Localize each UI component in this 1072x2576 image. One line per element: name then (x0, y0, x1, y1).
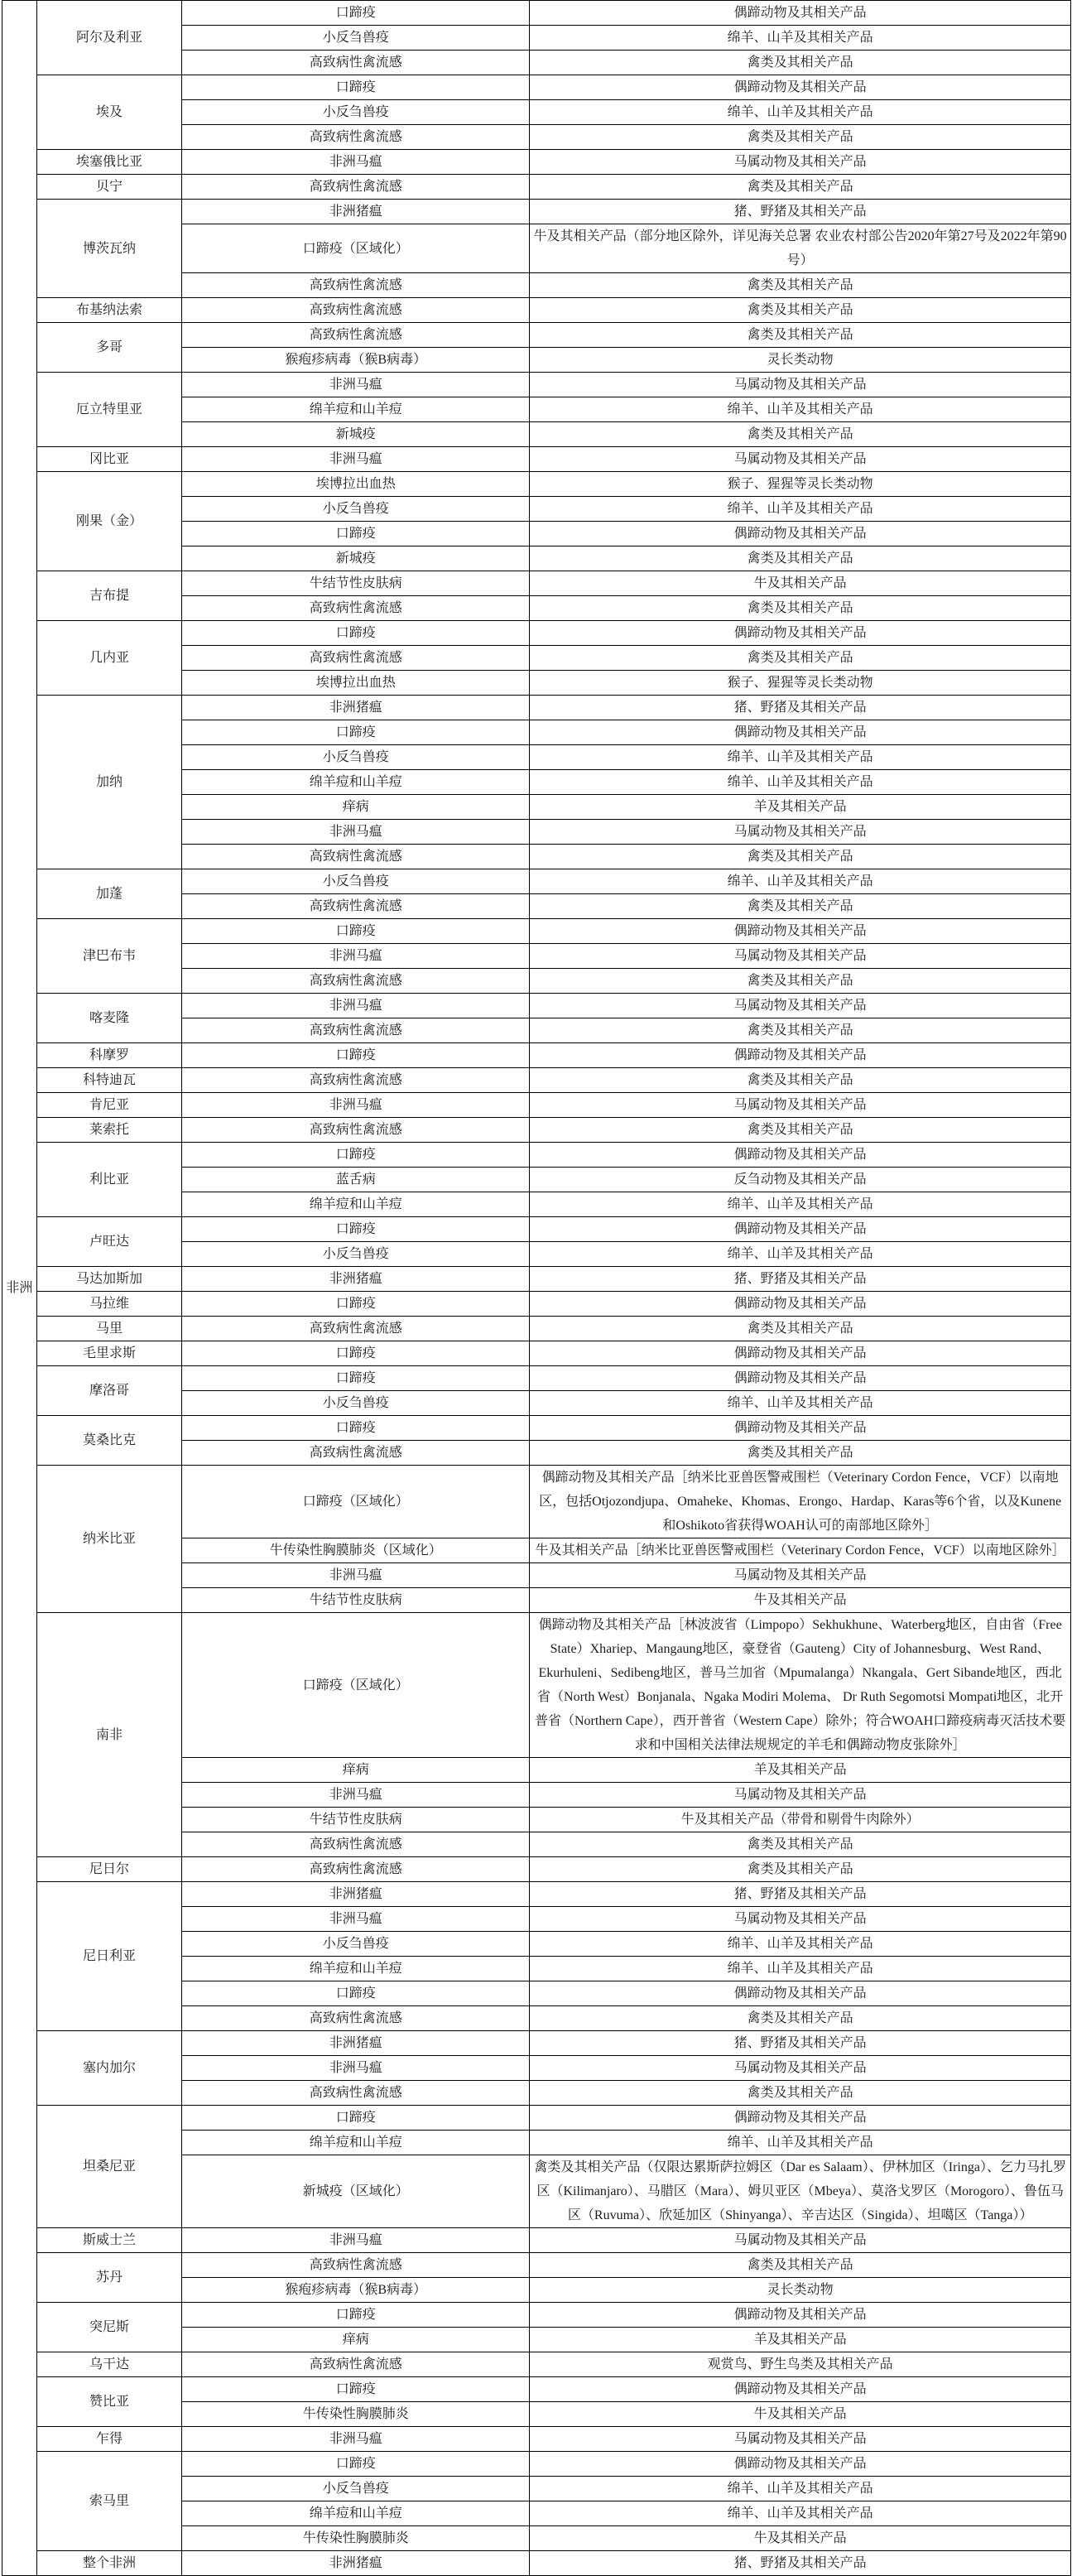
product-cell: 禽类及其相关产品 (530, 969, 1071, 994)
table-row (2, 2228, 1071, 2253)
disease-cell: 高致病性禽流感 (182, 1317, 530, 1341)
disease-cell: 非洲猪瘟 (182, 1882, 530, 1907)
product-cell: 禽类及其相关产品 (530, 1441, 1071, 1466)
product-cell: 禽类及其相关产品 (530, 894, 1071, 919)
disease-cell: 牛结节性皮肤病 (182, 1588, 530, 1613)
table-row (2, 2031, 1071, 2056)
country-cell: 几内亚 (36, 621, 181, 696)
product-cell: 禽类及其相关产品 (530, 1832, 1071, 1857)
table-row (2, 150, 1071, 175)
table-row (2, 1267, 1071, 1292)
table-row (2, 298, 1071, 323)
disease-cell: 口蹄疫 (182, 1366, 530, 1391)
table-row (2, 1, 1071, 26)
country-cell: 利比亚 (36, 1143, 181, 1217)
table-row (2, 373, 1071, 397)
country-cell: 突尼斯 (36, 2303, 181, 2352)
disease-cell: 小反刍兽疫 (182, 1932, 530, 1957)
disease-cell: 牛传染性胸膜肺炎 (182, 2402, 530, 2427)
country-cell: 毛里求斯 (36, 1341, 181, 1366)
product-cell: 马属动物及其相关产品 (530, 944, 1071, 969)
table-row (2, 1118, 1071, 1143)
product-cell: 禽类及其相关产品 (530, 125, 1071, 150)
table-row (2, 1068, 1071, 1093)
disease-cell: 绵羊痘和山羊痘 (182, 2131, 530, 2155)
disease-cell: 非洲马瘟 (182, 2427, 530, 2452)
table-row (2, 1416, 1071, 1441)
product-cell: 禽类及其相关产品 (530, 2253, 1071, 2278)
product-cell: 禽类及其相关产品（仅限达累斯萨拉姆区（Dar es Salaam）、伊林加区（Iringa）、乞力马扎罗区（Kilimanjaro）、马腊区（Mara）、姆贝亚区（Mbeya）、莫洛戈罗区（Morogoro）、鲁伍马区（Ruvuma）、欣延加区（Shinyanga）、辛吉达区（Singida）、坦噶区（Tanga）） (530, 2155, 1071, 2228)
country-cell: 乌干达 (36, 2352, 181, 2377)
product-cell: 偶蹄动物及其相关产品 (530, 1217, 1071, 1242)
product-cell: 牛及其相关产品 (530, 2402, 1071, 2427)
product-cell: 偶蹄动物及其相关产品 (530, 1292, 1071, 1317)
product-cell: 绵羊、山羊及其相关产品 (530, 1932, 1071, 1957)
country-cell: 尼日利亚 (36, 1882, 181, 2031)
disease-cell: 口蹄疫 (182, 720, 530, 745)
disease-cell: 口蹄疫（区域化） (182, 224, 530, 273)
country-cell: 南非 (36, 1613, 181, 1857)
country-cell: 尼日尔 (36, 1857, 181, 1882)
country-cell: 科特迪瓦 (36, 1068, 181, 1093)
product-cell: 马属动物及其相关产品 (530, 1907, 1071, 1932)
table-row (2, 696, 1071, 720)
country-cell: 贝宁 (36, 175, 181, 200)
product-cell: 猪、野猪及其相关产品 (530, 200, 1071, 224)
disease-cell: 口蹄疫（区域化） (182, 1466, 530, 1538)
disease-cell: 非洲马瘟 (182, 994, 530, 1018)
disease-cell: 高致病性禽流感 (182, 1857, 530, 1882)
product-cell: 牛及其相关产品［纳米比亚兽医警戒围栏（Veterinary Cordon Fence，VCF）以南地区除外］ (530, 1538, 1071, 1563)
country-cell: 马达加斯加 (36, 1267, 181, 1292)
disease-cell: 非洲马瘟 (182, 820, 530, 845)
product-cell: 猪、野猪及其相关产品 (530, 1882, 1071, 1907)
product-cell: 绵羊、山羊及其相关产品 (530, 1192, 1071, 1217)
disease-cell: 新城疫 (182, 546, 530, 571)
table-row (2, 1093, 1071, 1118)
disease-cell: 口蹄疫 (182, 1143, 530, 1168)
product-cell: 偶蹄动物及其相关产品 (530, 2452, 1071, 2477)
disease-cell: 非洲马瘟 (182, 447, 530, 472)
disease-cell: 牛结节性皮肤病 (182, 571, 530, 596)
product-cell: 马属动物及其相关产品 (530, 820, 1071, 845)
table-row (2, 1292, 1071, 1317)
disease-cell: 非洲马瘟 (182, 2056, 530, 2081)
table-row (2, 621, 1071, 646)
product-cell: 禽类及其相关产品 (530, 1317, 1071, 1341)
table-row (2, 75, 1071, 100)
product-cell: 偶蹄动物及其相关产品 (530, 1341, 1071, 1366)
table-row (2, 472, 1071, 497)
disease-cell: 高致病性禽流感 (182, 1118, 530, 1143)
product-cell: 绵羊、山羊及其相关产品 (530, 2131, 1071, 2155)
disease-cell: 高致病性禽流感 (182, 298, 530, 323)
disease-cell: 小反刍兽疫 (182, 869, 530, 894)
disease-cell: 高致病性禽流感 (182, 646, 530, 671)
disease-cell: 高致病性禽流感 (182, 1068, 530, 1093)
product-cell: 禽类及其相关产品 (530, 273, 1071, 298)
table-row (2, 447, 1071, 472)
product-cell: 马属动物及其相关产品 (530, 2228, 1071, 2253)
product-cell: 偶蹄动物及其相关产品 (530, 522, 1071, 546)
product-cell: 马属动物及其相关产品 (530, 994, 1071, 1018)
product-cell: 绵羊、山羊及其相关产品 (530, 100, 1071, 125)
table-row (2, 1366, 1071, 1391)
disease-cell: 高致病性禽流感 (182, 2253, 530, 2278)
country-cell: 莫桑比克 (36, 1416, 181, 1466)
product-cell: 牛及其相关产品（部分地区除外，详见海关总署 农业农村部公告2020年第27号及2022年第90号） (530, 224, 1071, 273)
disease-cell: 高致病性禽流感 (182, 2081, 530, 2106)
disease-cell: 口蹄疫 (182, 1292, 530, 1317)
product-cell: 绵羊、山羊及其相关产品 (530, 869, 1071, 894)
country-cell: 埃塞俄比亚 (36, 150, 181, 175)
disease-cell: 新城疫 (182, 422, 530, 447)
product-cell: 牛及其相关产品 (530, 571, 1071, 596)
product-cell: 马属动物及其相关产品 (530, 373, 1071, 397)
disease-cell: 高致病性禽流感 (182, 51, 530, 75)
disease-cell: 非洲马瘟 (182, 1907, 530, 1932)
disease-cell: 高致病性禽流感 (182, 2006, 530, 2031)
country-cell: 苏丹 (36, 2253, 181, 2303)
disease-cell: 口蹄疫 (182, 1217, 530, 1242)
table-row (2, 2106, 1071, 2131)
disease-cell: 口蹄疫 (182, 2303, 530, 2328)
disease-cell: 口蹄疫 (182, 2377, 530, 2402)
disease-cell: 高致病性禽流感 (182, 125, 530, 150)
table-row (2, 175, 1071, 200)
disease-cell: 口蹄疫 (182, 522, 530, 546)
product-cell: 绵羊、山羊及其相关产品 (530, 397, 1071, 422)
product-cell: 羊及其相关产品 (530, 795, 1071, 820)
country-cell: 乍得 (36, 2427, 181, 2452)
product-cell: 牛及其相关产品（带骨和剔骨牛肉除外） (530, 1808, 1071, 1832)
product-cell: 马属动物及其相关产品 (530, 1093, 1071, 1118)
country-cell: 刚果（金） (36, 472, 181, 571)
disease-cell: 小反刍兽疫 (182, 2477, 530, 2501)
country-cell: 布基纳法索 (36, 298, 181, 323)
disease-cell: 非洲猪瘟 (182, 2031, 530, 2056)
product-cell: 马属动物及其相关产品 (530, 1783, 1071, 1808)
disease-cell: 高致病性禽流感 (182, 1018, 530, 1043)
country-cell: 赞比亚 (36, 2377, 181, 2427)
table-row (2, 2427, 1071, 2452)
product-cell: 禽类及其相关产品 (530, 546, 1071, 571)
country-cell: 厄立特里亚 (36, 373, 181, 447)
disease-cell: 小反刍兽疫 (182, 1242, 530, 1267)
disease-cell: 高致病性禽流感 (182, 2352, 530, 2377)
disease-cell: 高致病性禽流感 (182, 596, 530, 621)
product-cell: 偶蹄动物及其相关产品 (530, 621, 1071, 646)
product-cell: 禽类及其相关产品 (530, 51, 1071, 75)
table-row (2, 1043, 1071, 1068)
disease-cell: 新城疫（区域化） (182, 2155, 530, 2228)
product-cell: 禽类及其相关产品 (530, 422, 1071, 447)
disease-cell: 猴疱疹病毒（猴B病毒） (182, 2278, 530, 2303)
product-cell: 反刍动物及其相关产品 (530, 1168, 1071, 1192)
product-cell: 马属动物及其相关产品 (530, 150, 1071, 175)
product-cell: 羊及其相关产品 (530, 1758, 1071, 1783)
disease-cell: 小反刍兽疫 (182, 100, 530, 125)
table-row (2, 869, 1071, 894)
product-cell: 禽类及其相关产品 (530, 845, 1071, 869)
disease-cell: 猴疱疹病毒（猴B病毒） (182, 348, 530, 373)
product-cell: 绵羊、山羊及其相关产品 (530, 2477, 1071, 2501)
disease-cell: 口蹄疫 (182, 621, 530, 646)
table-row (2, 571, 1071, 596)
product-cell: 绵羊、山羊及其相关产品 (530, 1242, 1071, 1267)
product-cell: 偶蹄动物及其相关产品 (530, 1416, 1071, 1441)
product-cell: 猪、野猪及其相关产品 (530, 1267, 1071, 1292)
disease-cell: 小反刍兽疫 (182, 497, 530, 522)
product-cell: 偶蹄动物及其相关产品 (530, 2303, 1071, 2328)
disease-cell: 绵羊痘和山羊痘 (182, 2501, 530, 2526)
country-cell: 斯威士兰 (36, 2228, 181, 2253)
product-cell: 偶蹄动物及其相关产品 (530, 1, 1071, 26)
country-cell: 摩洛哥 (36, 1366, 181, 1416)
country-cell: 坦桑尼亚 (36, 2106, 181, 2228)
product-cell: 猴子、猩猩等灵长类动物 (530, 472, 1071, 497)
product-cell: 禽类及其相关产品 (530, 1068, 1071, 1093)
product-cell: 绵羊、山羊及其相关产品 (530, 1391, 1071, 1416)
product-cell: 禽类及其相关产品 (530, 596, 1071, 621)
product-cell: 猪、野猪及其相关产品 (530, 696, 1071, 720)
disease-cell: 口蹄疫 (182, 1416, 530, 1441)
disease-cell: 非洲猪瘟 (182, 2551, 530, 2576)
disease-cell: 口蹄疫 (182, 1981, 530, 2006)
product-cell: 猴子、猩猩等灵长类动物 (530, 671, 1071, 696)
disease-cell: 小反刍兽疫 (182, 1391, 530, 1416)
country-cell: 喀麦隆 (36, 994, 181, 1043)
disease-cell: 痒病 (182, 2328, 530, 2352)
product-cell: 牛及其相关产品 (530, 2526, 1071, 2551)
disease-cell: 非洲猪瘟 (182, 200, 530, 224)
table-row (2, 1613, 1071, 1758)
disease-cell: 小反刍兽疫 (182, 745, 530, 770)
country-cell: 整个非洲 (36, 2551, 181, 2576)
table-row (2, 2551, 1071, 2576)
product-cell: 绵羊、山羊及其相关产品 (530, 26, 1071, 51)
disease-cell: 高致病性禽流感 (182, 1832, 530, 1857)
disease-cell: 埃博拉出血热 (182, 472, 530, 497)
disease-cell: 高致病性禽流感 (182, 894, 530, 919)
product-cell: 绵羊、山羊及其相关产品 (530, 770, 1071, 795)
table-row (2, 1317, 1071, 1341)
disease-cell: 非洲马瘟 (182, 150, 530, 175)
region-cell: 非洲 (2, 1, 37, 2576)
product-cell: 偶蹄动物及其相关产品［纳米比亚兽医警戒围栏（Veterinary Cordon Fence，VCF）以南地区，包括Otjozondjupa、Omaheke、Khomas、Erongo、Hardap、Karas等6个省，以及Kunene和Oshikoto省获得WOAH认可的南部地区除外］ (530, 1466, 1071, 1538)
product-cell: 绵羊、山羊及其相关产品 (530, 497, 1071, 522)
table-row (2, 1341, 1071, 1366)
table-row (2, 2352, 1071, 2377)
disease-cell: 非洲猪瘟 (182, 1267, 530, 1292)
table-row (2, 2452, 1071, 2477)
product-cell: 禽类及其相关产品 (530, 1018, 1071, 1043)
restriction-table (2, 0, 1071, 2576)
disease-cell: 口蹄疫 (182, 1, 530, 26)
disease-cell: 口蹄疫（区域化） (182, 1613, 530, 1758)
country-cell: 纳米比亚 (36, 1466, 181, 1613)
product-cell: 灵长类动物 (530, 348, 1071, 373)
product-cell: 禽类及其相关产品 (530, 175, 1071, 200)
disease-cell: 口蹄疫 (182, 919, 530, 944)
disease-cell: 绵羊痘和山羊痘 (182, 397, 530, 422)
country-cell: 科摩罗 (36, 1043, 181, 1068)
disease-cell: 绵羊痘和山羊痘 (182, 770, 530, 795)
country-cell: 加纳 (36, 696, 181, 869)
disease-cell: 埃博拉出血热 (182, 671, 530, 696)
product-cell: 禽类及其相关产品 (530, 2006, 1071, 2031)
disease-cell: 口蹄疫 (182, 75, 530, 100)
disease-cell: 高致病性禽流感 (182, 175, 530, 200)
product-cell: 马属动物及其相关产品 (530, 1563, 1071, 1588)
country-cell: 肯尼亚 (36, 1093, 181, 1118)
country-cell: 塞内加尔 (36, 2031, 181, 2106)
disease-cell: 高致病性禽流感 (182, 1441, 530, 1466)
product-cell: 禽类及其相关产品 (530, 1857, 1071, 1882)
product-cell: 偶蹄动物及其相关产品 (530, 75, 1071, 100)
product-cell: 偶蹄动物及其相关产品 (530, 2377, 1071, 2402)
product-cell: 羊及其相关产品 (530, 2328, 1071, 2352)
disease-cell: 非洲马瘟 (182, 944, 530, 969)
product-cell: 禽类及其相关产品 (530, 646, 1071, 671)
product-cell: 观赏鸟、野生鸟类及其相关产品 (530, 2352, 1071, 2377)
product-cell: 绵羊、山羊及其相关产品 (530, 2501, 1071, 2526)
disease-cell: 绵羊痘和山羊痘 (182, 1192, 530, 1217)
product-cell: 绵羊、山羊及其相关产品 (530, 745, 1071, 770)
product-cell: 马属动物及其相关产品 (530, 2056, 1071, 2081)
product-cell: 禽类及其相关产品 (530, 323, 1071, 348)
table-row (2, 1882, 1071, 1907)
disease-cell: 牛结节性皮肤病 (182, 1808, 530, 1832)
product-cell: 偶蹄动物及其相关产品 (530, 2106, 1071, 2131)
country-cell: 吉布提 (36, 571, 181, 621)
disease-cell: 痒病 (182, 795, 530, 820)
country-cell: 冈比亚 (36, 447, 181, 472)
disease-cell: 牛传染性胸膜肺炎 (182, 2526, 530, 2551)
disease-cell: 非洲马瘟 (182, 1563, 530, 1588)
country-cell: 莱索托 (36, 1118, 181, 1143)
table-row (2, 1466, 1071, 1538)
disease-cell: 痒病 (182, 1758, 530, 1783)
country-cell: 博茨瓦纳 (36, 200, 181, 298)
disease-cell: 绵羊痘和山羊痘 (182, 1957, 530, 1981)
country-cell: 埃及 (36, 75, 181, 150)
product-cell: 马属动物及其相关产品 (530, 2427, 1071, 2452)
product-cell: 禽类及其相关产品 (530, 1118, 1071, 1143)
product-cell: 牛及其相关产品 (530, 1588, 1071, 1613)
country-cell: 马拉维 (36, 1292, 181, 1317)
product-cell: 灵长类动物 (530, 2278, 1071, 2303)
disease-cell: 高致病性禽流感 (182, 273, 530, 298)
disease-cell: 非洲猪瘟 (182, 696, 530, 720)
table-row (2, 994, 1071, 1018)
disease-cell: 非洲马瘟 (182, 373, 530, 397)
disease-cell: 高致病性禽流感 (182, 845, 530, 869)
country-cell: 索马里 (36, 2452, 181, 2551)
disease-cell: 高致病性禽流感 (182, 969, 530, 994)
table-row (2, 1217, 1071, 1242)
product-cell: 偶蹄动物及其相关产品 (530, 1366, 1071, 1391)
country-cell: 加蓬 (36, 869, 181, 919)
product-cell: 偶蹄动物及其相关产品 (530, 1143, 1071, 1168)
product-cell: 偶蹄动物及其相关产品 (530, 720, 1071, 745)
country-cell: 马里 (36, 1317, 181, 1341)
table-row (2, 919, 1071, 944)
country-cell: 阿尔及利亚 (36, 1, 181, 75)
disease-cell: 口蹄疫 (182, 2452, 530, 2477)
country-cell: 卢旺达 (36, 1217, 181, 1267)
product-cell: 马属动物及其相关产品 (530, 447, 1071, 472)
disease-cell: 小反刍兽疫 (182, 26, 530, 51)
disease-cell: 非洲马瘟 (182, 1093, 530, 1118)
disease-cell: 牛传染性胸膜肺炎（区域化） (182, 1538, 530, 1563)
disease-cell: 口蹄疫 (182, 1043, 530, 1068)
table-row (2, 1143, 1071, 1168)
country-cell: 多哥 (36, 323, 181, 373)
product-cell: 猪、野猪及其相关产品 (530, 2031, 1071, 2056)
product-cell: 偶蹄动物及其相关产品［林波波省（Limpopo）Sekhukhune、Waterberg地区，自由省（Free State）Xhariep、Mangaung地区，豪登省（Gauteng）City of Johannesburg、West Rand、Ekurhuleni、Sedibeng地区，普马兰加省（Mpumalanga）Nkangala、Gert Sibande地区，西北省（North West）Bonjanala、Ngaka Modiri Molema、 Dr Ruth Segomotsi Mompati地区，北开普省（Northern Cape），西开普省（Western Cape）除外；符合WOAH口蹄疫病毒灭活技术要求和中国相关法律法规规定的羊毛和偶蹄动物皮张除外］ (530, 1613, 1071, 1758)
disease-cell: 口蹄疫 (182, 1341, 530, 1366)
table-row (2, 200, 1071, 224)
product-cell: 偶蹄动物及其相关产品 (530, 1981, 1071, 2006)
table-row (2, 1857, 1071, 1882)
product-cell: 禽类及其相关产品 (530, 2081, 1071, 2106)
product-cell: 猪、野猪及其相关产品 (530, 2551, 1071, 2576)
disease-cell: 口蹄疫 (182, 2106, 530, 2131)
disease-cell: 蓝舌病 (182, 1168, 530, 1192)
country-cell: 津巴布韦 (36, 919, 181, 994)
disease-cell: 非洲马瘟 (182, 2228, 530, 2253)
product-cell: 偶蹄动物及其相关产品 (530, 1043, 1071, 1068)
disease-cell: 非洲马瘟 (182, 1783, 530, 1808)
product-cell: 禽类及其相关产品 (530, 298, 1071, 323)
table-row (2, 323, 1071, 348)
disease-cell: 高致病性禽流感 (182, 323, 530, 348)
restriction-table-body (2, 1, 1071, 2576)
table-row (2, 2253, 1071, 2278)
product-cell: 偶蹄动物及其相关产品 (530, 919, 1071, 944)
product-cell: 绵羊、山羊及其相关产品 (530, 1957, 1071, 1981)
table-row (2, 2377, 1071, 2402)
table-row (2, 2303, 1071, 2328)
